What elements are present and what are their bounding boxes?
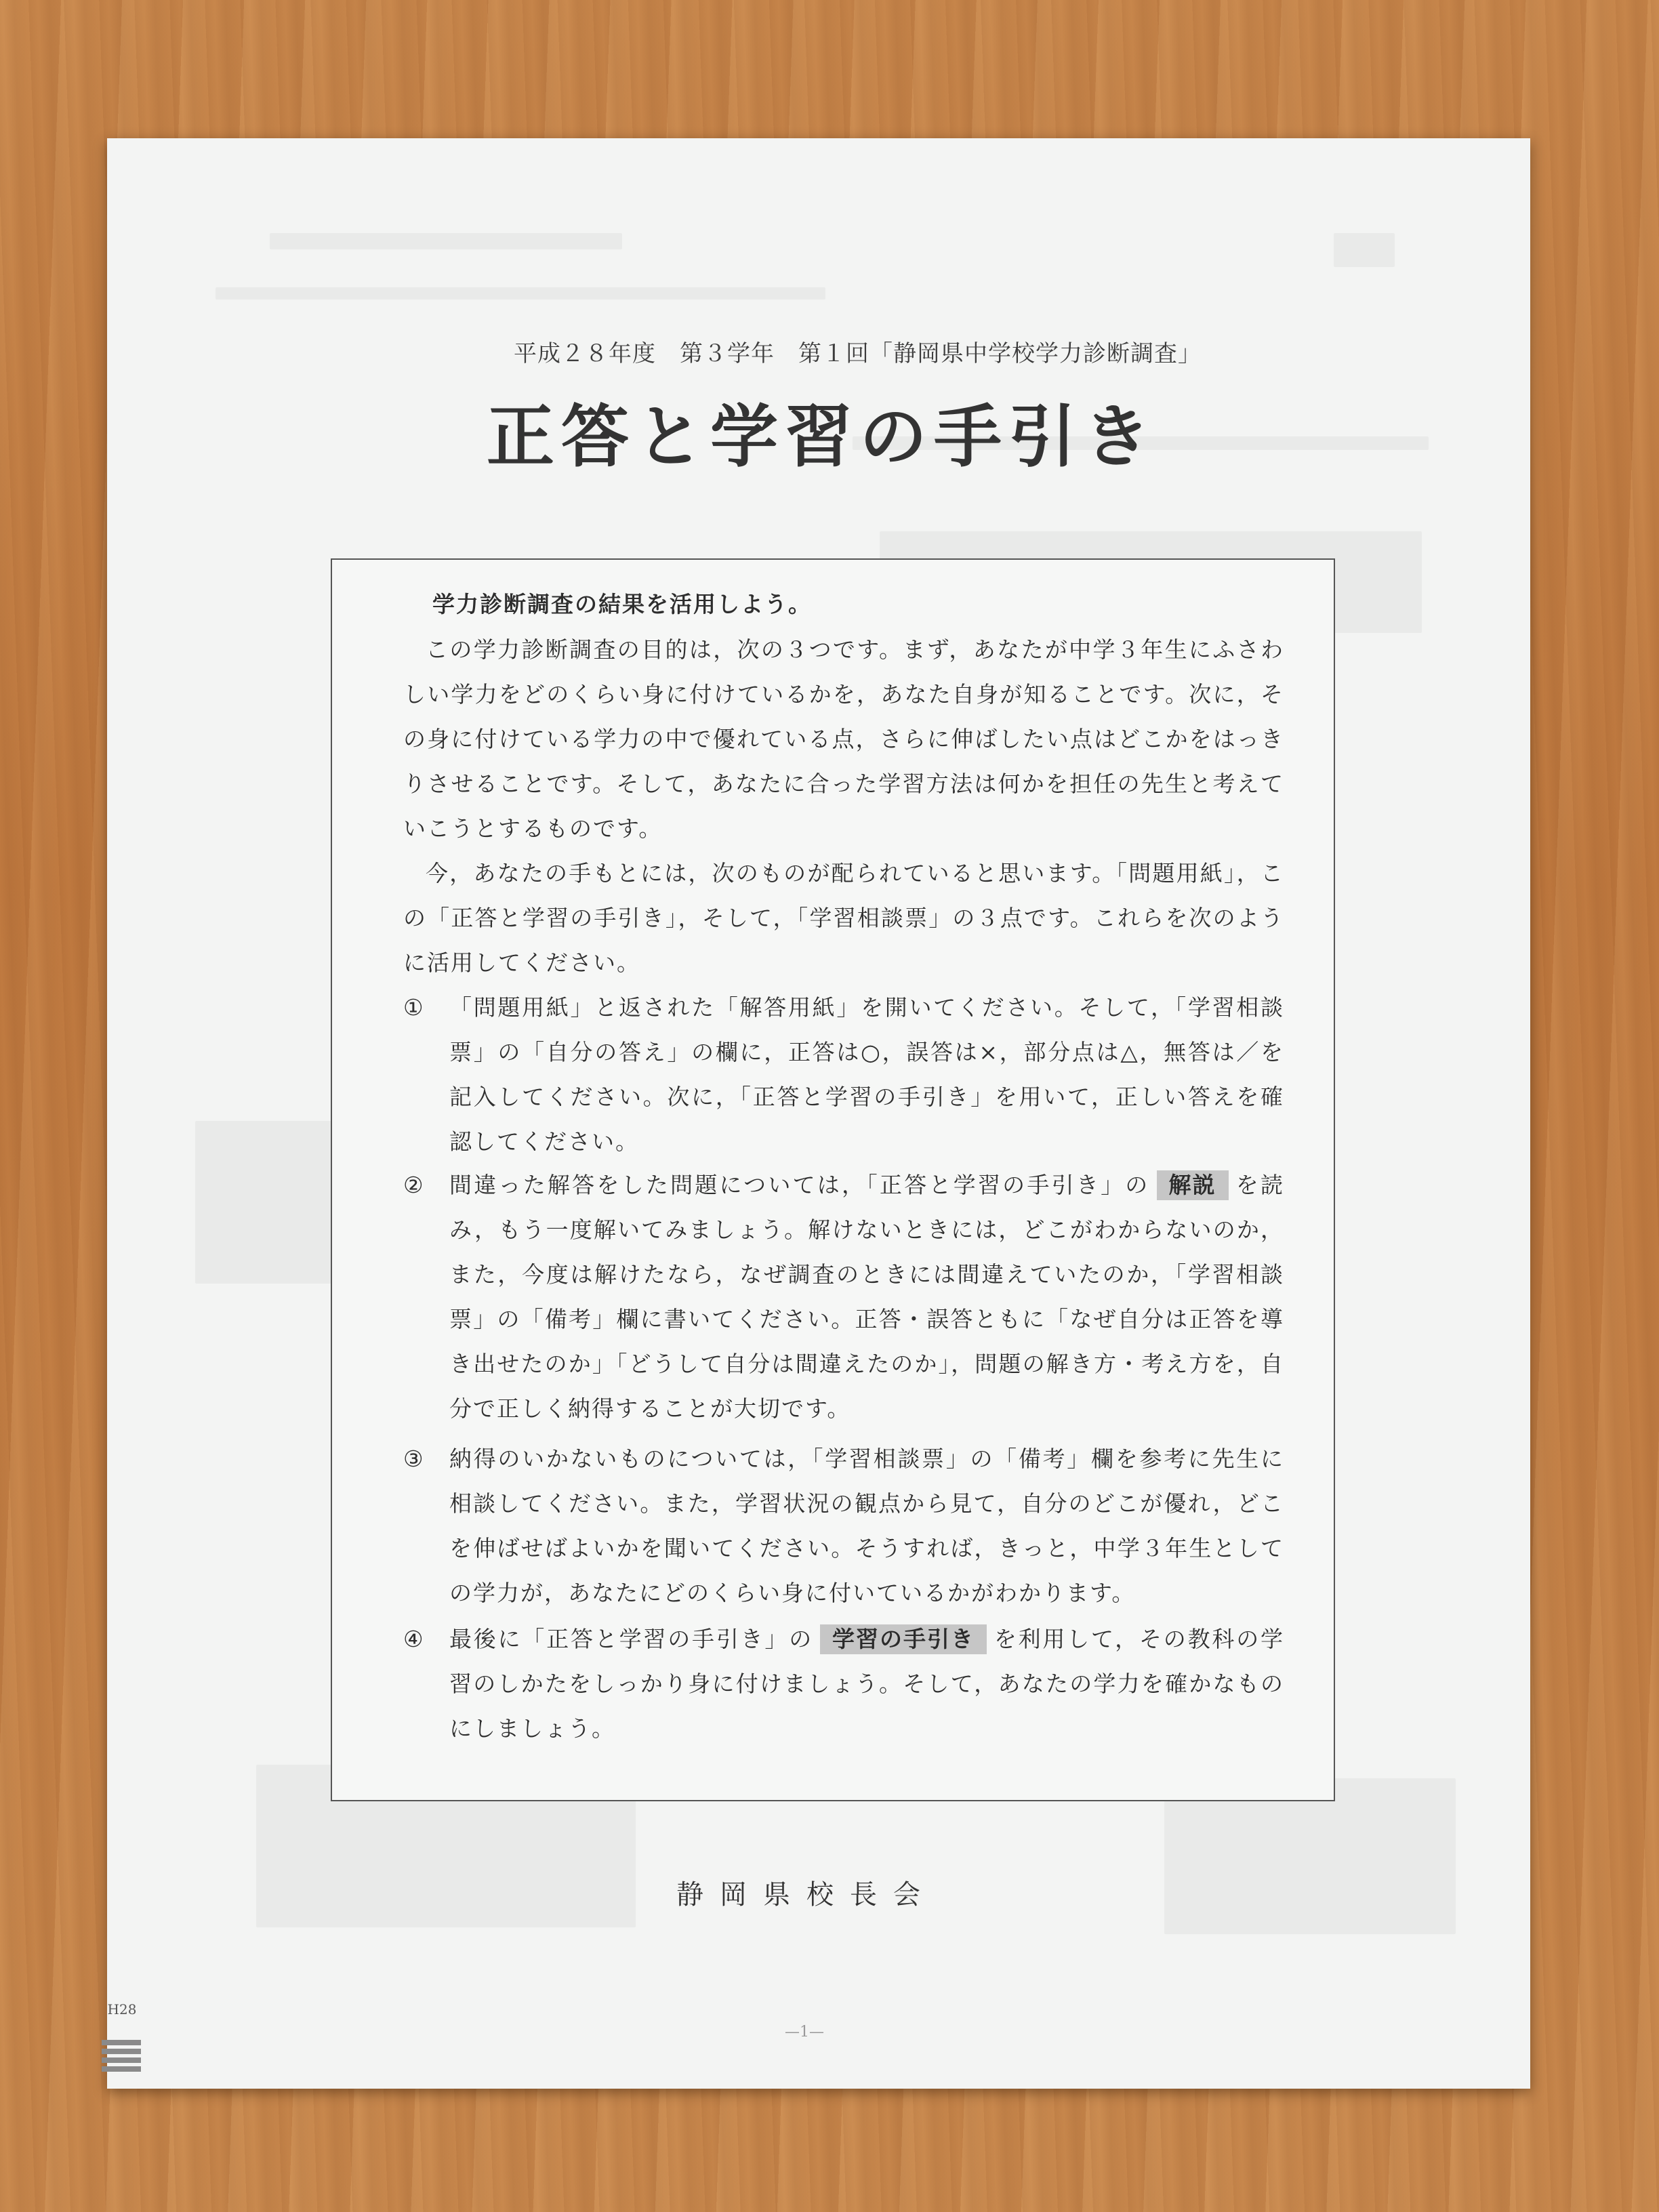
commentary-label: 解説 <box>1157 1170 1229 1200</box>
step-3-text: 納得のいかないものについては，「学習相談票」の「備考」欄を参考に先生に相談してください。また，学習状況の観点から見て，自分のどこが優れ，どこを伸ばせばよいかを聞いてください。そうすれば，きっと，中学３年生としての学力が，あなたにどのくらい身に付いているかがわかります。 <box>449 1446 1284 1606</box>
step-1-text: 「問題用紙」と返された「解答用紙」を開いてください。そして，「学習相談票」の「自分の答え」の欄に，正答は○，誤答は×，部分点は△，無答は／を記入してください。次に，「正答と学習の手引き」を用いて，正しい答えを確認してください。 <box>449 994 1284 1155</box>
step-4-text-a: 最後に「正答と学習の手引き」の <box>449 1626 814 1652</box>
show-through-text <box>1334 233 1395 267</box>
step-2-text-a: 間違った解答をした問題については，「正答と学習の手引き」の <box>449 1172 1150 1198</box>
page-number: —1— <box>785 2024 824 2041</box>
show-through-text <box>216 287 825 300</box>
step-2-text <box>403 1163 1284 1431</box>
year-mark: H28 <box>107 2001 137 2018</box>
step-4-text <box>403 1617 1284 1751</box>
document-page <box>107 138 1530 2089</box>
step-4 <box>403 1617 1284 1751</box>
materials-paragraph: 今，あなたの手もとには，次のものが配られていると思います。「問題用紙」，この「正答と学習の手引き」，そして，「学習相談票」の３点です。これらを次のように活用してください。 <box>403 860 1284 976</box>
edge-stripes <box>102 2040 141 2079</box>
purpose-paragraph: この学力診断調査の目的は，次の３つです。まず，あなたが中学３年生にふさわしい学力をどのくらい身に付けているかを，あなた自身が知ることです。次に，その身に付けている学力の中で優れている点，さらに伸ばしたい点はどこかをはっきりさせることです。そして，あなたに合った学習方法は何かを担任の先生と考えていこうとするものです。 <box>403 636 1284 842</box>
step-1-number: ① <box>403 994 425 1021</box>
step-2 <box>403 1163 1284 1431</box>
issuer-name: 静岡県校長会 <box>676 1879 937 1910</box>
show-through-box <box>1164 1778 1456 1934</box>
step-1 <box>403 985 1284 1164</box>
step-2-number: ② <box>403 1172 425 1198</box>
survey-header-line: 平成２８年度 第３学年 第１回「静岡県中学校学力診断調査」 <box>514 340 1202 367</box>
step-3-number: ③ <box>403 1446 425 1472</box>
box-lead: 学力診断調査の結果を活用しよう。 <box>432 591 812 617</box>
page-title: 正答と学習の手引き <box>487 396 1158 476</box>
step-4-number: ④ <box>403 1626 425 1652</box>
study-guide-label: 学習の手引き <box>820 1624 987 1654</box>
step-3 <box>403 1437 1284 1616</box>
show-through-text <box>270 233 622 249</box>
step-4-text-b: を利用して，その教科の学習のしかたをしっかり身に付けましょう。そして，あなたの学力を確かなものにしましょう。 <box>449 1626 1284 1742</box>
step-2-text-b: を読み，もう一度解いてみましょう。解けないときには，どこがわからないのか，また，今度は解けたなら，なぜ調査のときには間違えていたのか，「学習相談票」の「備考」欄に書いてください。正答・誤答ともに「なぜ自分は正答を導き出せたのか」「どうして自分は間違えたのか」，問題の解き方・考え方を，自分で正しく納得することが大切です。 <box>449 1172 1285 1422</box>
instruction-box <box>331 558 1335 1801</box>
